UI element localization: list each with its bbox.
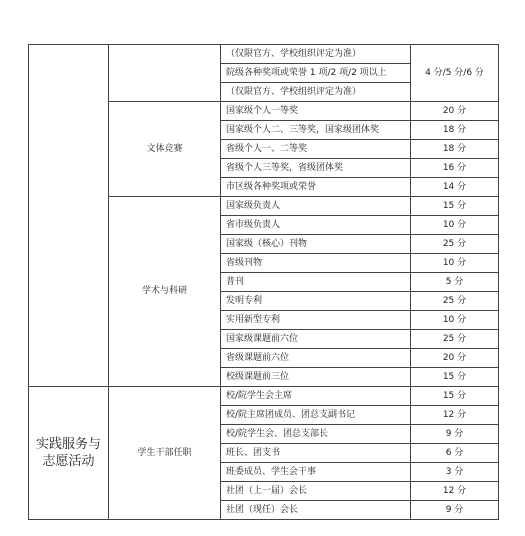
table-row [29,45,499,64]
score-cell: 12 分 [411,482,499,501]
item-cell: （仅限官方、学校组织评定为准） [221,83,411,102]
score-cell: 4 分/5 分/6 分 [411,45,499,102]
score-cell: 10 分 [411,254,499,273]
item-cell: 国家级个人二、三等奖，国家级团体奖 [221,121,411,140]
score-cell: 14 分 [411,178,499,197]
item-cell: 院级各种奖项或荣誉 1 项/2 项/2 项以上 [221,64,411,83]
item-cell: 省级课题前六位 [221,349,411,368]
item-cell: 社团（上一届）会长 [221,482,411,501]
table-row [29,387,499,406]
item-cell: 社团（现任）会长 [221,501,411,520]
score-cell: 16 分 [411,159,499,178]
score-cell: 12 分 [411,406,499,425]
score-cell: 15 分 [411,387,499,406]
item-cell: 班长、团支书 [221,444,411,463]
score-cell: 9 分 [411,425,499,444]
item-cell: 发明专利 [221,292,411,311]
item-cell: 国家级负责人 [221,197,411,216]
score-cell: 25 分 [411,292,499,311]
item-cell: 普刊 [221,273,411,292]
category-practice [29,387,109,520]
item-cell: 省级个人三等奖，省级团体奖 [221,159,411,178]
item-cell: 国家级课题前六位 [221,330,411,349]
item-cell: 省级个人一、二等奖 [221,140,411,159]
category-practice-label: 实践服务与 志愿活动 [35,437,101,469]
item-cell: 省市级负责人 [221,216,411,235]
item-cell: 国家级（核心）刊物 [221,235,411,254]
scoring-table [28,44,499,520]
score-cell: 25 分 [411,235,499,254]
subcategory-cell [109,45,221,102]
subcategory-competition: 文体竞赛 [109,102,221,197]
score-cell: 5 分 [411,273,499,292]
item-cell: 国家级个人一等奖 [221,102,411,121]
item-cell: 校级课题前三位 [221,368,411,387]
score-cell: 6 分 [411,444,499,463]
category-cell [29,45,109,387]
score-cell: 15 分 [411,197,499,216]
score-cell: 10 分 [411,311,499,330]
item-cell: 校/院主席团成员、团总支副书记 [221,406,411,425]
score-cell: 20 分 [411,102,499,121]
item-cell: （仅限官方、学校组织评定为准） [221,45,411,64]
item-cell: 校/院学生会、团总支部长 [221,425,411,444]
score-cell: 3 分 [411,463,499,482]
item-cell: 市区级各种奖项或荣誉 [221,178,411,197]
item-cell: 班委成员、学生会干事 [221,463,411,482]
score-cell: 18 分 [411,140,499,159]
score-cell: 10 分 [411,216,499,235]
item-cell: 省级刊物 [221,254,411,273]
score-cell: 25 分 [411,330,499,349]
score-cell: 20 分 [411,349,499,368]
item-cell: 校/院学生会主席 [221,387,411,406]
score-cell: 9 分 [411,501,499,520]
item-cell: 实用新型专利 [221,311,411,330]
subcategory-research: 学术与科研 [109,197,221,387]
subcategory-cadre: 学生干部任职 [109,387,221,520]
score-cell: 15 分 [411,368,499,387]
score-cell: 18 分 [411,121,499,140]
